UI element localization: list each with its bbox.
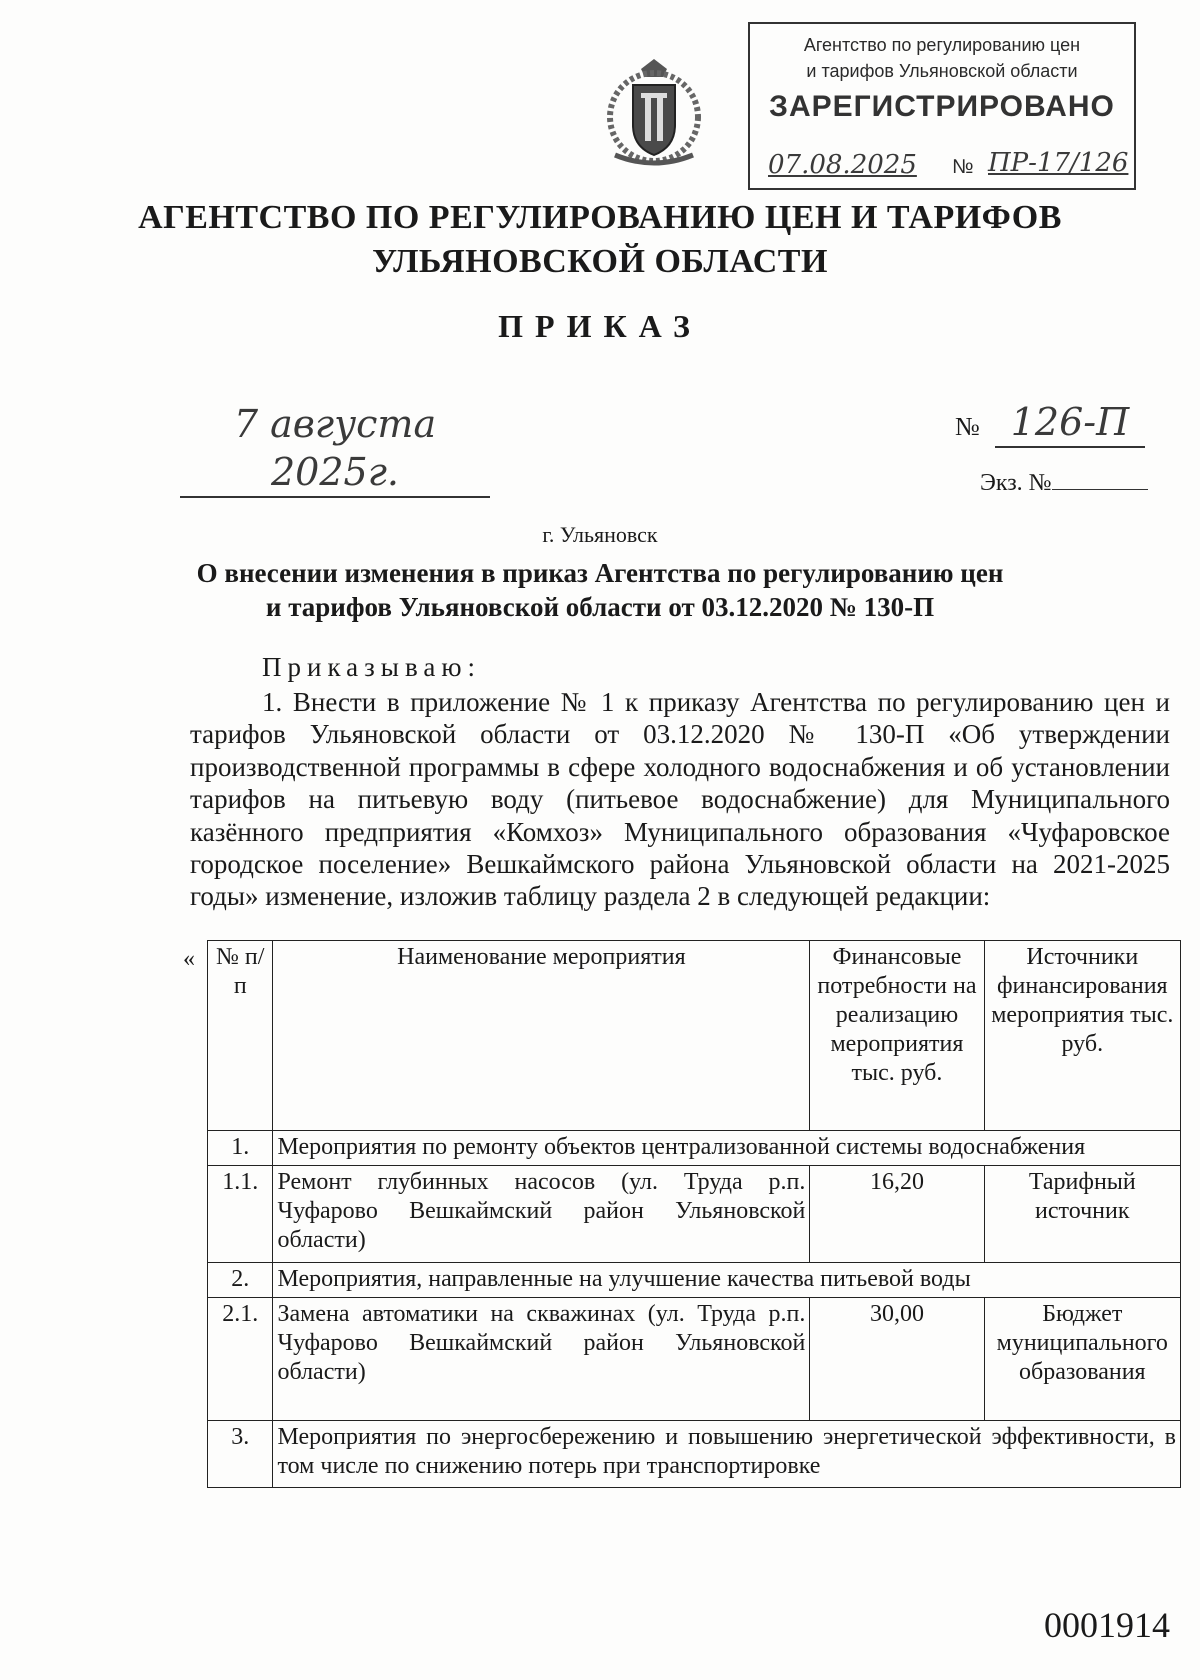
table-row — [208, 1263, 1181, 1298]
city: г. Ульяновск — [542, 522, 658, 547]
order-date: 7 августа 2025г. — [180, 400, 490, 498]
header-name: Наименование мероприятия — [273, 941, 810, 1131]
table-row — [208, 1421, 1181, 1488]
stamp-number: ПР-17/126 — [988, 148, 1129, 178]
stamp-date: 07.08.2025 — [768, 150, 917, 180]
document-type: ПРИКАЗ — [498, 308, 702, 344]
registration-stamp — [748, 22, 1136, 190]
measure-source: Бюджет муниципального образования — [984, 1298, 1180, 1421]
measure-name: Замена автоматики на скважинах (ул. Труда р.п. Чуфарово Вешкаймский район Ульяновской области) — [273, 1298, 810, 1421]
row-num: 1.1. — [208, 1166, 273, 1263]
row-num: 3. — [208, 1421, 273, 1488]
row-num: 2.1. — [208, 1298, 273, 1421]
order-lead: Приказываю: — [262, 652, 481, 682]
order-number-label: № — [955, 412, 980, 441]
quote-open: « — [183, 946, 195, 972]
measure-financing: 30,00 — [810, 1298, 984, 1421]
table-header-row — [208, 941, 1181, 1131]
stamp-registration-row — [762, 144, 1129, 184]
order-paragraph: 1. Внести в приложение № 1 к приказу Агентства по регулированию цен и тарифов Ульяновской области от 03.12.2020 № 130-П «Об утверждении производственной программы в сфере холодного водоснабжения и об установлении тарифов на питьевую воду (питьевое водоснабжение) для Муниципального казённого предприятия «Комхоз» Муниципального образования «Чуфаровское городское поселение» Вешкаймского района Ульяновской области на 2021-2025 годы» изменение, изложив таблицу раздела 2 в следующей редакции: — [190, 687, 1170, 912]
row-num: 1. — [208, 1131, 273, 1166]
table-row — [208, 1166, 1181, 1263]
measure-source: Тарифный источник — [984, 1166, 1180, 1263]
stamp-number-label: № — [952, 156, 974, 178]
section-title: Мероприятия по энергосбережению и повышению энергетической эффективности, в том числе по снижению потерь при транспортировке — [273, 1421, 1181, 1488]
header-num: № п/п — [208, 941, 273, 1131]
row-num: 2. — [208, 1263, 273, 1298]
stamp-line-2: и тарифов Ульяновской области — [806, 61, 1078, 81]
order-subject — [150, 556, 1050, 624]
header-financing-sources: Источники финансирования мероприятия тыс. руб. — [984, 941, 1180, 1131]
serial-number: 0001914 — [1044, 1605, 1170, 1645]
header-financing-needs: Финансовые потребности на реализацию мероприятия тыс. руб. — [810, 941, 984, 1131]
stamp-line-1: Агентство по регулированию цен — [803, 35, 1081, 55]
agency-heading — [0, 196, 1200, 284]
subject-line-2: и тарифов Ульяновской области от 03.12.2020 № 130-П — [265, 592, 935, 622]
measure-financing: 16,20 — [810, 1166, 984, 1263]
coat-of-arms-icon — [605, 55, 703, 167]
table-row — [208, 1298, 1181, 1421]
stamp-title: ЗАРЕГИСТРИРОВАНО — [769, 90, 1115, 123]
measure-name: Ремонт глубинных насосов (ул. Труда р.п. Чуфарово Вешкаймский район Ульяновской области) — [273, 1166, 810, 1263]
copy-number-blank — [1052, 471, 1148, 490]
table-row — [208, 1131, 1181, 1166]
order-number: 126-П — [995, 398, 1145, 448]
measures-table — [207, 940, 1181, 1488]
agency-line-1: АГЕНТСТВО ПО РЕГУЛИРОВАНИЮ ЦЕН И ТАРИФОВ — [138, 199, 1062, 236]
section-title: Мероприятия по ремонту объектов централизованной системы водоснабжения — [273, 1131, 1181, 1166]
subject-line-1: О внесении изменения в приказ Агентства по регулированию цен — [196, 558, 1004, 588]
section-title: Мероприятия, направленные на улучшение качества питьевой воды — [273, 1263, 1181, 1298]
copy-number-label: Экз. № — [980, 470, 1052, 496]
agency-line-2: УЛЬЯНОВСКОЙ ОБЛАСТИ — [372, 243, 828, 280]
copy-number — [980, 470, 1148, 497]
